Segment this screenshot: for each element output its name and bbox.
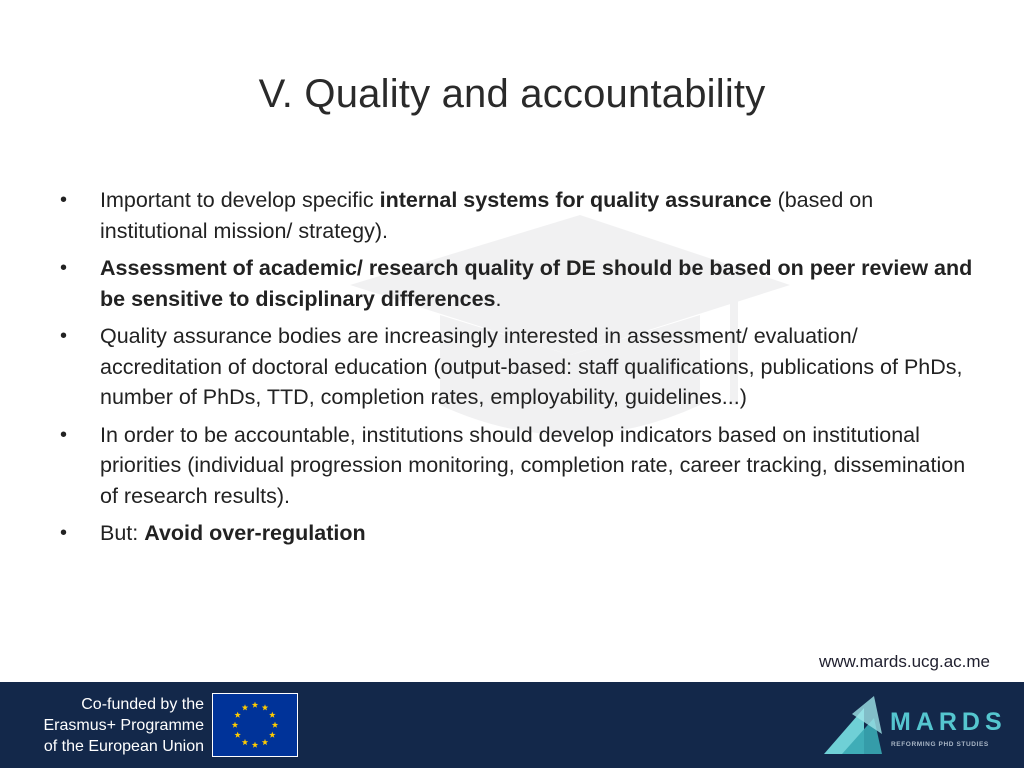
bullet-item xyxy=(58,185,978,246)
cofunded-line: of the European Union xyxy=(43,738,204,755)
cofunded-text xyxy=(34,694,204,757)
eu-flag-icon xyxy=(212,693,298,757)
bullet-text-bold: internal systems for quality assurance xyxy=(379,188,772,212)
bullet-text-bold: Avoid over-regulation xyxy=(144,521,366,545)
bullet-text: In order to be accountable, institutions should develop indicators based on institutional priorities (individual progression monitoring, completion rate, career tracking, dissemination of research results). xyxy=(100,422,966,508)
bullet-text: But: xyxy=(100,521,145,545)
bullet-item xyxy=(58,518,978,549)
bullet-text: (based on institutional mission/ strategy). xyxy=(100,188,874,243)
bullet-text-bold: Assessment of academic/ research quality of DE should be based on peer review and be sensitive to disciplinary differences xyxy=(100,256,973,311)
bullet-text: Important to develop specific xyxy=(100,188,380,212)
bullet-item xyxy=(58,420,978,512)
cofunded-line: Erasmus+ Programme xyxy=(43,717,204,734)
bullet-marker: • xyxy=(60,423,68,446)
mards-logo-name: MARDS xyxy=(890,708,1007,736)
bullet-list xyxy=(58,185,978,556)
website-url[interactable]: www.mards.ucg.ac.me xyxy=(819,652,990,671)
bullet-text: Quality assurance bodies are increasingly interested in assessment/ evaluation/ accreditation of doctoral education (output-based: staff qualifications, publications of PhDs, number of PhDs, TTD, completion rates, employability, guidelines...) xyxy=(100,324,963,409)
bullet-text: . xyxy=(495,286,502,311)
bullet-marker: • xyxy=(60,257,68,279)
slide-title: V. Quality and accountability xyxy=(258,72,766,116)
bullet-item xyxy=(58,321,978,413)
footer-bar xyxy=(0,682,1024,768)
mards-logo-tagline: REFORMING PHD STUDIES xyxy=(891,741,989,748)
bullet-marker: • xyxy=(60,189,68,211)
bullet-marker: • xyxy=(60,522,68,544)
bullet-item xyxy=(58,253,978,314)
bullet-marker: • xyxy=(60,325,68,347)
cofunded-line: Co-funded by the xyxy=(81,696,204,713)
